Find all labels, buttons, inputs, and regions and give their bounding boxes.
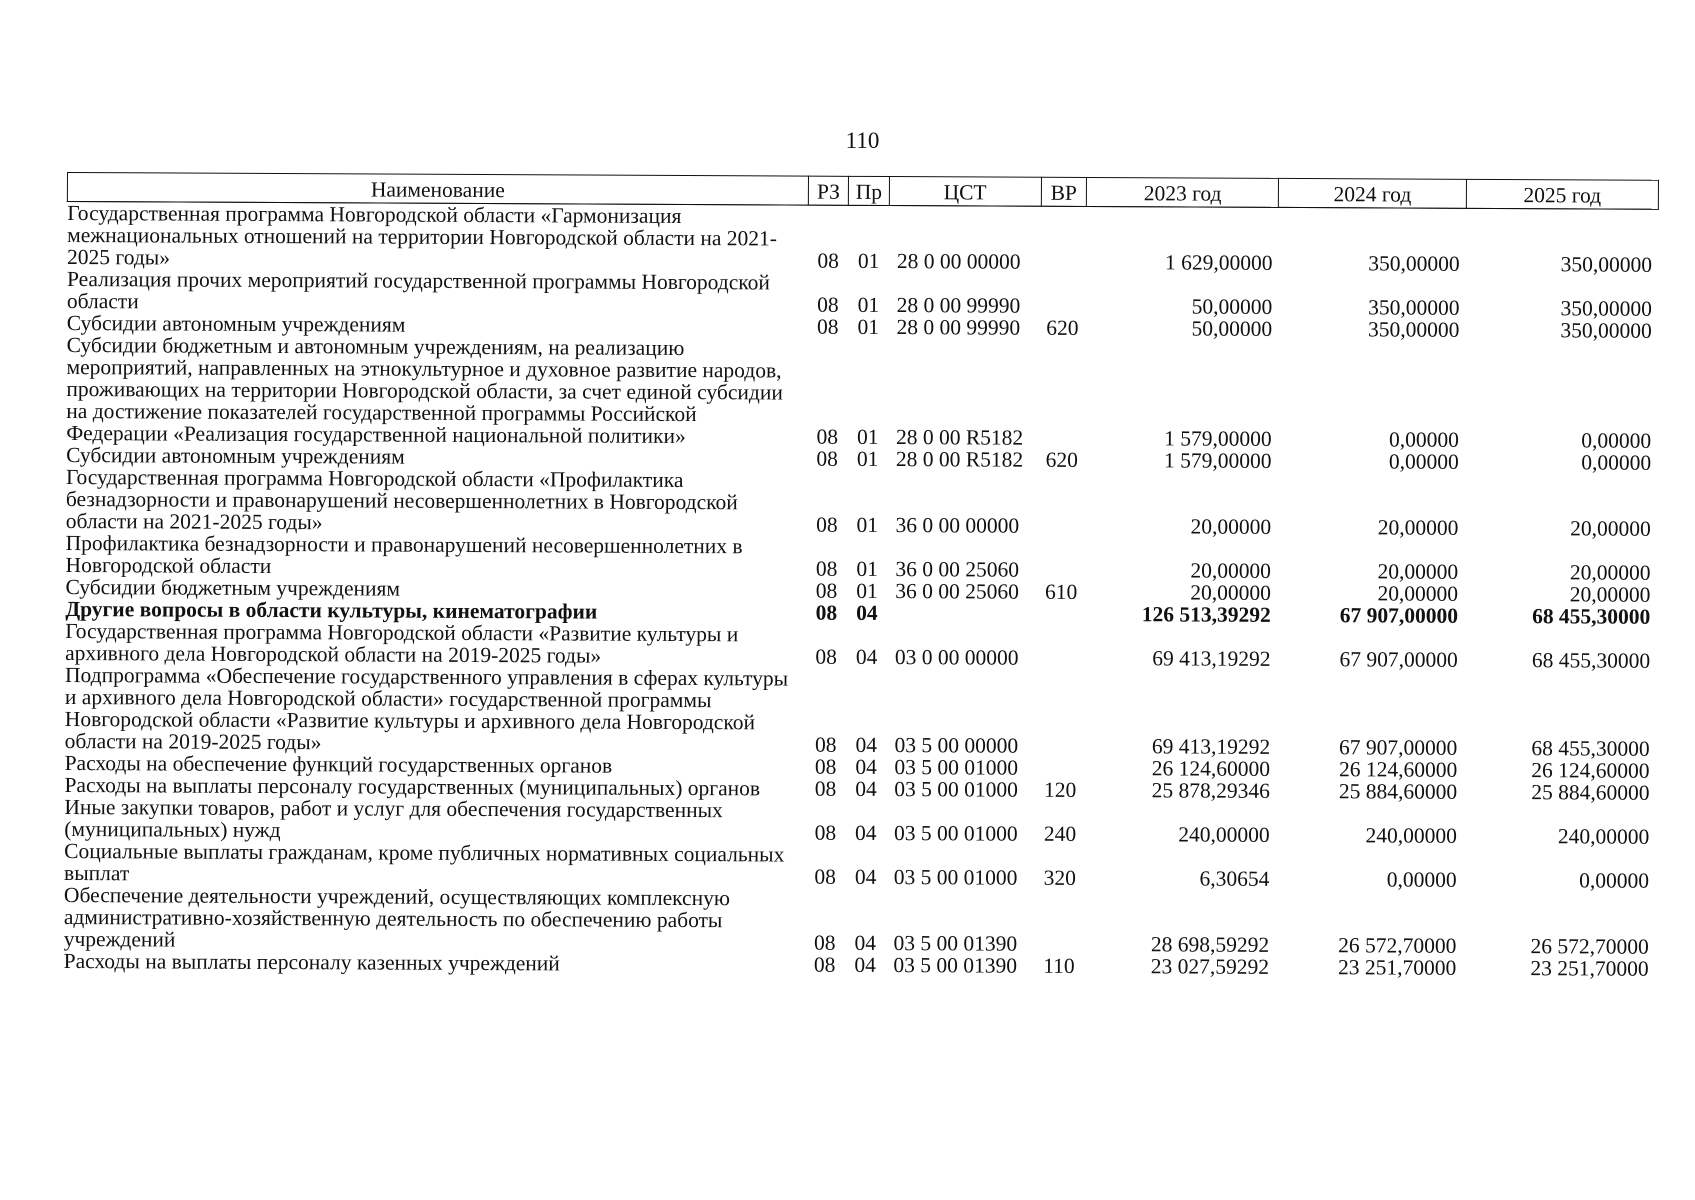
row-rz: 08: [817, 292, 839, 317]
row-rz: 08: [816, 424, 839, 449]
row-pr: 01: [857, 314, 880, 339]
row-rz: 08: [813, 952, 836, 977]
row-name: Расходы на выплаты персоналу государственных (муниципальных) органов: [64, 772, 761, 801]
row-cst: 28 0 00 R5182: [895, 447, 1024, 472]
row-amount-2025: 23 251,70000: [1530, 956, 1649, 981]
row-amount-2024: 67 907,00000: [1339, 735, 1458, 760]
row-pr: 01: [856, 424, 879, 449]
row-rz: 08: [814, 820, 837, 845]
row-amount-2025: 68 455,30000: [1532, 604, 1651, 629]
row-cst: 03 5 00 01000: [894, 777, 1018, 802]
table-row: [64, 884, 1655, 958]
row-amount-2024: 0,00000: [1388, 427, 1459, 452]
header-vr: ВР: [1041, 177, 1087, 206]
row-rz: 08: [817, 248, 839, 273]
row-name: Расходы на обеспечение функций государственных органов: [64, 750, 613, 778]
row-vr: [1039, 471, 1085, 537]
row-amount-2024: 26 124,60000: [1338, 757, 1458, 782]
row-pr: 04: [855, 820, 877, 845]
row-vr: [1037, 889, 1083, 955]
row-rz: 08: [815, 556, 838, 581]
row-amount-2025: 20,00000: [1570, 516, 1651, 541]
row-pr: 04: [854, 930, 877, 955]
header-name: Наименование: [67, 173, 808, 206]
row-pr: 01: [856, 556, 878, 581]
row-amount-2023: 126 513,39292: [1141, 602, 1271, 627]
row-pr: 01: [856, 446, 879, 471]
row-name: Государственная программа Новгородской области «Гармонизация межнациональных отношений на территории Новгородской области на 2021-2025 годы»: [67, 201, 778, 270]
row-name: Другие вопросы в области культуры, кинематографии: [65, 596, 598, 624]
row-cst: 36 0 00 00000: [895, 513, 1020, 538]
row-cst: 28 0 00 00000: [896, 249, 1021, 274]
row-vr: [1040, 339, 1086, 449]
row-cst: 28 0 00 99990: [896, 293, 1021, 318]
row-amount-2023: 28 698,59292: [1150, 932, 1270, 957]
row-name: Субсидии автономным учреждениям: [66, 442, 405, 469]
row-amount-2025: 68 455,30000: [1531, 736, 1650, 761]
row-amount-2024: 0,00000: [1386, 867, 1457, 892]
row-cst: 28 0 00 R5182: [895, 425, 1024, 450]
row-amount-2023: 50,00000: [1191, 294, 1273, 319]
row-vr: 120: [1044, 777, 1077, 802]
table-row: [66, 334, 1658, 452]
row-name: Субсидии автономным учреждениям: [66, 311, 406, 337]
row-pr: 04: [854, 864, 877, 889]
table-row: [65, 664, 1656, 760]
row-pr: 04: [855, 644, 878, 669]
row-cst: 03 5 00 01000: [894, 821, 1018, 846]
header-pr: Пр: [849, 176, 890, 205]
row-cst: 28 0 00 99990: [896, 315, 1021, 340]
row-cst: [887, 602, 1039, 625]
row-vr: 240: [1043, 821, 1077, 846]
row-amount-2024: 20,00000: [1377, 515, 1459, 540]
header-2023: 2023 год: [1086, 177, 1278, 207]
row-pr: 04: [855, 754, 877, 779]
row-amount-2025: 25 884,60000: [1531, 780, 1650, 805]
row-amount-2023: 240,00000: [1178, 822, 1270, 847]
row-amount-2025: 68 455,30000: [1531, 648, 1651, 673]
row-name: Субсидии бюджетным и автономным учреждениям, на реализацию мероприятий, направленных на этнокультурное и духовное развитие народов, проживающих на территории Новгородской области, за счет единой субсидии на достижение показателей государственной программы Российской Федерации «Реализация государственной национальной политики»: [66, 333, 783, 449]
row-amount-2024: 20,00000: [1377, 581, 1459, 606]
row-amount-2023: 25 878,29346: [1151, 778, 1270, 803]
row-rz: 08: [814, 776, 837, 801]
row-vr: 320: [1043, 865, 1076, 890]
row-amount-2025: 350,00000: [1560, 318, 1652, 343]
row-rz: 08: [814, 732, 837, 757]
row-rz: 08: [814, 930, 836, 955]
row-name: Профилактика безнадзорности и правонарушений несовершеннолетних в Новгородской области: [65, 530, 743, 579]
row-rz: 08: [817, 314, 839, 339]
row-vr: [1041, 206, 1087, 273]
table-body: [64, 202, 1659, 980]
page-number: 110: [845, 128, 880, 153]
row-pr: 01: [857, 248, 880, 273]
row-name: Иные закупки товаров, работ и услуг для обеспечения государственных (муниципальных) нужд: [64, 794, 723, 843]
row-pr: 04: [854, 952, 876, 977]
row-vr: 620: [1046, 315, 1079, 340]
row-amount-2024: 240,00000: [1365, 823, 1457, 848]
row-vr: 620: [1045, 447, 1079, 472]
row-rz: 08: [816, 512, 838, 537]
budget-table: [63, 172, 1659, 980]
row-cst: 03 5 00 01000: [893, 865, 1018, 890]
row-vr: [1039, 625, 1085, 669]
row-rz: 08: [814, 754, 837, 779]
row-amount-2023: 1 629,00000: [1164, 250, 1273, 275]
row-rz: 08: [815, 644, 838, 669]
row-amount-2024: 20,00000: [1377, 559, 1459, 584]
row-amount-2024: 0,00000: [1388, 449, 1459, 474]
row-vr: [1039, 603, 1085, 625]
row-vr: [1040, 273, 1086, 317]
row-amount-2023: 26 124,60000: [1151, 756, 1271, 781]
row-name: Государственная программа Новгородской области «Развитие культуры и архивного дела Новгородской области на 2019-2025 годы»: [65, 618, 739, 668]
row-rz: 08: [815, 578, 838, 603]
row-pr: 04: [855, 776, 877, 801]
row-amount-2025: 0,00000: [1579, 868, 1650, 893]
row-name: Расходы на выплаты персоналу казенных учреждений: [63, 948, 560, 976]
row-amount-2025: 240,00000: [1557, 824, 1650, 849]
row-amount-2023: 6,30654: [1199, 866, 1270, 891]
row-name: Субсидии бюджетным учреждениям: [65, 574, 401, 601]
row-amount-2024: 26 572,70000: [1338, 933, 1457, 958]
row-amount-2025: 20,00000: [1569, 582, 1651, 607]
row-name: Подпрограмма «Обеспечение государственного управления в сферах культуры и архивного дела Новгородской области» государственной программы Новгородской области «Развитие культуры и архивного дела Новгородской области на 2019-2025 годы»: [64, 662, 789, 755]
row-amount-2023: 1 579,00000: [1164, 426, 1272, 451]
row-cst: 36 0 00 25060: [895, 557, 1020, 582]
table-row: [67, 202, 1658, 276]
row-amount-2024: 25 884,60000: [1338, 779, 1458, 804]
row-vr: [1039, 537, 1085, 581]
row-pr: 01: [857, 292, 880, 317]
row-name: Социальные выплаты гражданам, кроме публичных нормативных социальных выплат: [64, 838, 785, 886]
row-vr: 610: [1044, 579, 1078, 604]
row-rz: 08: [814, 864, 836, 889]
row-pr: 01: [856, 578, 878, 603]
row-amount-2023: 69 413,19292: [1152, 646, 1271, 671]
row-cst: 03 5 00 01000: [894, 755, 1019, 780]
row-rz: 08: [816, 446, 838, 471]
row-pr: 01: [856, 512, 879, 537]
row-amount-2024: 67 907,00000: [1339, 647, 1458, 672]
table-row: [66, 466, 1657, 540]
row-cst: 36 0 00 25060: [895, 579, 1019, 604]
row-name: Обеспечение деятельности учреждений, осуществляющих комплексную административно-хозяйственную деятельность по обеспечению работы учреждений: [63, 882, 730, 952]
row-cst: 03 5 00 01390: [893, 953, 1018, 978]
row-amount-2024: 23 251,70000: [1337, 955, 1457, 980]
row-cst: 03 5 00 00000: [894, 733, 1019, 758]
row-amount-2023: 20,00000: [1190, 558, 1272, 583]
row-pr: 04: [855, 732, 878, 757]
row-vr: [1038, 669, 1084, 757]
row-amount-2023: 20,00000: [1190, 580, 1271, 605]
row-amount-2025: 20,00000: [1569, 560, 1651, 585]
row-amount-2023: 1 579,00000: [1163, 448, 1272, 473]
row-cst: 03 0 00 00000: [894, 645, 1019, 670]
row-name: Реализация прочих мероприятий государственной программы Новгородской области: [66, 267, 770, 314]
row-amount-2025: 26 124,60000: [1531, 758, 1650, 783]
row-amount-2024: 350,00000: [1367, 317, 1460, 342]
row-amount-2023: 50,00000: [1191, 316, 1273, 341]
row-amount-2025: 350,00000: [1560, 252, 1653, 277]
row-rz: 08: [815, 600, 838, 625]
header-rz: РЗ: [808, 176, 849, 205]
row-amount-2023: 20,00000: [1190, 514, 1272, 539]
row-vr: 110: [1043, 953, 1075, 978]
row-name: Государственная программа Новгородской области «Профилактика безнадзорности и правонарушений несовершеннолетних в Новгородской области на 2021-2025 годы»: [65, 464, 738, 535]
row-amount-2025: 26 572,70000: [1530, 934, 1649, 959]
header-cst: ЦСТ: [889, 177, 1041, 207]
row-amount-2023: 23 027,59292: [1150, 954, 1270, 979]
row-amount-2025: 0,00000: [1581, 450, 1652, 475]
header-2025: 2025 год: [1466, 179, 1658, 209]
row-cst: 03 5 00 01390: [893, 931, 1018, 956]
row-vr: [1038, 757, 1084, 779]
row-amount-2024: 350,00000: [1368, 251, 1460, 276]
row-amount-2024: 67 907,00000: [1339, 603, 1459, 628]
row-amount-2025: 350,00000: [1560, 296, 1652, 321]
row-pr: 04: [856, 600, 878, 625]
row-amount-2023: 69 413,19292: [1151, 734, 1271, 759]
header-2024: 2024 год: [1279, 178, 1466, 208]
row-amount-2024: 350,00000: [1368, 295, 1460, 320]
row-amount-2025: 0,00000: [1581, 428, 1652, 453]
